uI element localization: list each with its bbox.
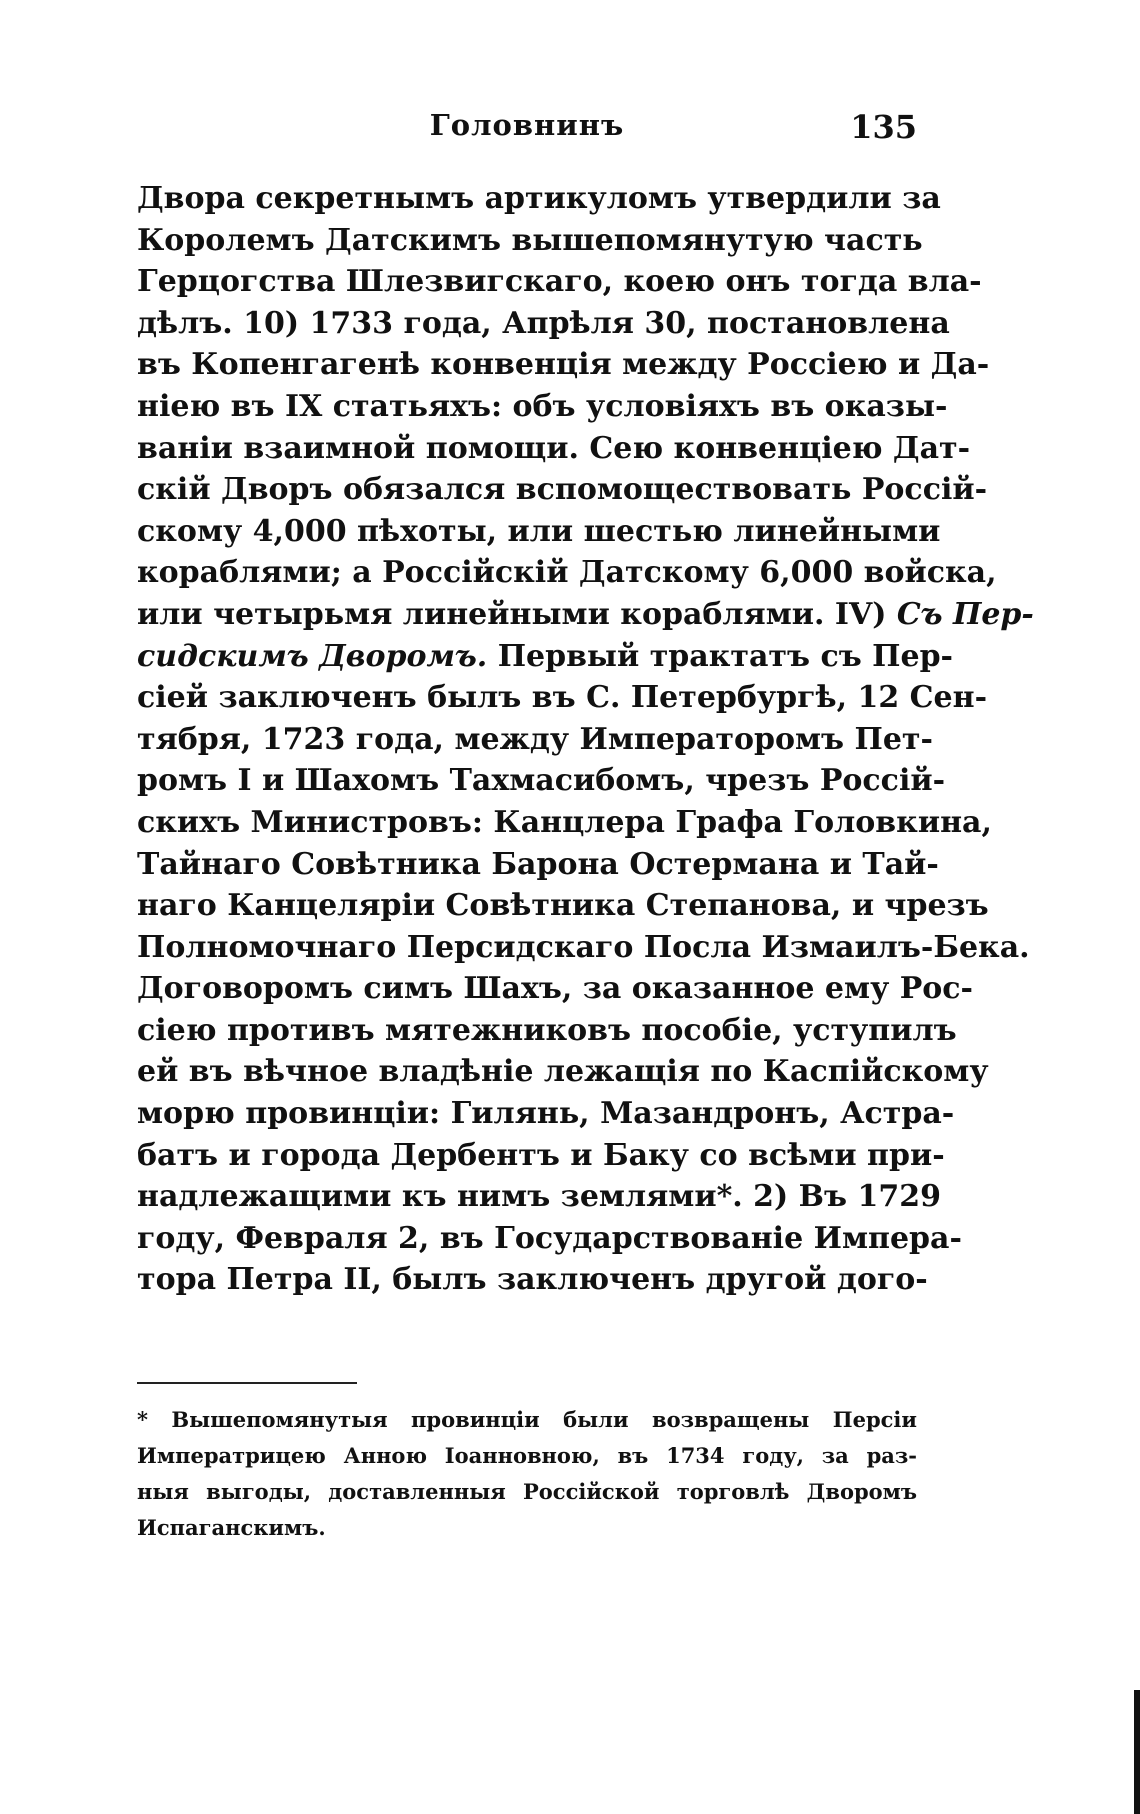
footnote-rule <box>137 1382 357 1384</box>
footnote-line: Императрицею Анною Іоанновною, въ 1734 году, за раз- <box>137 1443 917 1468</box>
text-line-with-italic <box>137 594 1034 636</box>
footnote-line: * Вышепомянутыя провинціи были возвращены Персіи <box>137 1407 917 1432</box>
footnote <box>137 1402 917 1546</box>
text-line: дѣлъ. 10) 1733 года, Апрѣля 30, постановлена <box>137 305 950 341</box>
running-head <box>137 108 917 158</box>
text-line: тября, 1723 года, между Императоромъ Пет- <box>137 721 933 757</box>
text-line: морю провинціи: Гилянь, Мазандронъ, Астра- <box>137 1096 955 1132</box>
footnote-line: Испаганскимъ. <box>137 1515 326 1540</box>
running-title: Головнинъ <box>429 108 625 142</box>
footnote-line: ныя выгоды, доставленныя Россійской торговлѣ Дворомъ <box>137 1479 917 1504</box>
text-line: кораблями; а Россійскій Датскому 6,000 войска, <box>137 555 997 591</box>
text-fragment: или четырьмя линейными кораблями. IV) Съ Пер- <box>137 596 1034 632</box>
text-line: сіею противъ мятежниковъ пособіе, уступилъ <box>137 1012 957 1048</box>
text-line: сіей заключенъ былъ въ С. Петербургѣ, 12 Сен- <box>137 680 988 716</box>
text-line: ніею въ IX статьяхъ: объ условіяхъ въ оказы- <box>137 388 948 424</box>
italic-fragment: сидскимъ Дворомъ. <box>137 638 488 674</box>
text-line: Полномочнаго Персидскаго Посла Измаилъ-Бека. <box>137 929 1030 965</box>
text-fragment: сидскимъ Дворомъ. Первый трактатъ съ Пер- <box>137 638 954 674</box>
text-line: скій Дворъ обязался вспомоществовать Россій- <box>137 472 988 508</box>
text-line: ей въ вѣчное владѣніе лежащія по Каспійскому <box>137 1054 989 1090</box>
text-line: ромъ I и Шахомъ Тахмасибомъ, чрезъ Россій- <box>137 763 946 799</box>
text-line: скихъ Министровъ: Канцлера Графа Головкина, <box>137 804 992 840</box>
italic-fragment: Съ Пер- <box>896 596 1034 632</box>
text-line: Договоромъ симъ Шахъ, за оказанное ему Рос- <box>137 971 974 1007</box>
text-line: Тайнаго Совѣтника Барона Остермана и Тай- <box>137 846 939 882</box>
body-text <box>137 178 1034 1301</box>
text-line: батъ и города Дербентъ и Баку со всѣми при- <box>137 1137 945 1173</box>
text-line: тора Петра II, былъ заключенъ другой дого- <box>137 1262 928 1298</box>
text-line: Герцогства Шлезвигскаго, коею онъ тогда вла- <box>137 264 982 300</box>
page-number: 135 <box>850 108 917 146</box>
text-line: Двора секретнымъ артикуломъ утвердили за <box>137 181 941 216</box>
text-line: ваніи взаимной помощи. Сею конвенціею Дат- <box>137 430 971 466</box>
text-line: году, Февраля 2, въ Государствованіе Импера- <box>137 1220 962 1256</box>
text-line: надлежащими къ нимъ землями*. 2) Въ 1729 <box>137 1179 941 1215</box>
text-line: въ Копенгагенѣ конвенція между Россіею и Да- <box>137 347 990 383</box>
scan-edge-mark <box>1134 1690 1140 1814</box>
text-line: Королемъ Датскимъ вышепомянутую часть <box>137 222 923 258</box>
text-line: скому 4,000 пѣхоты, или шестью линейными <box>137 513 941 549</box>
text-line: наго Канцеляріи Совѣтника Степанова, и чрезъ <box>137 888 989 924</box>
text-line-with-italic <box>137 636 954 678</box>
